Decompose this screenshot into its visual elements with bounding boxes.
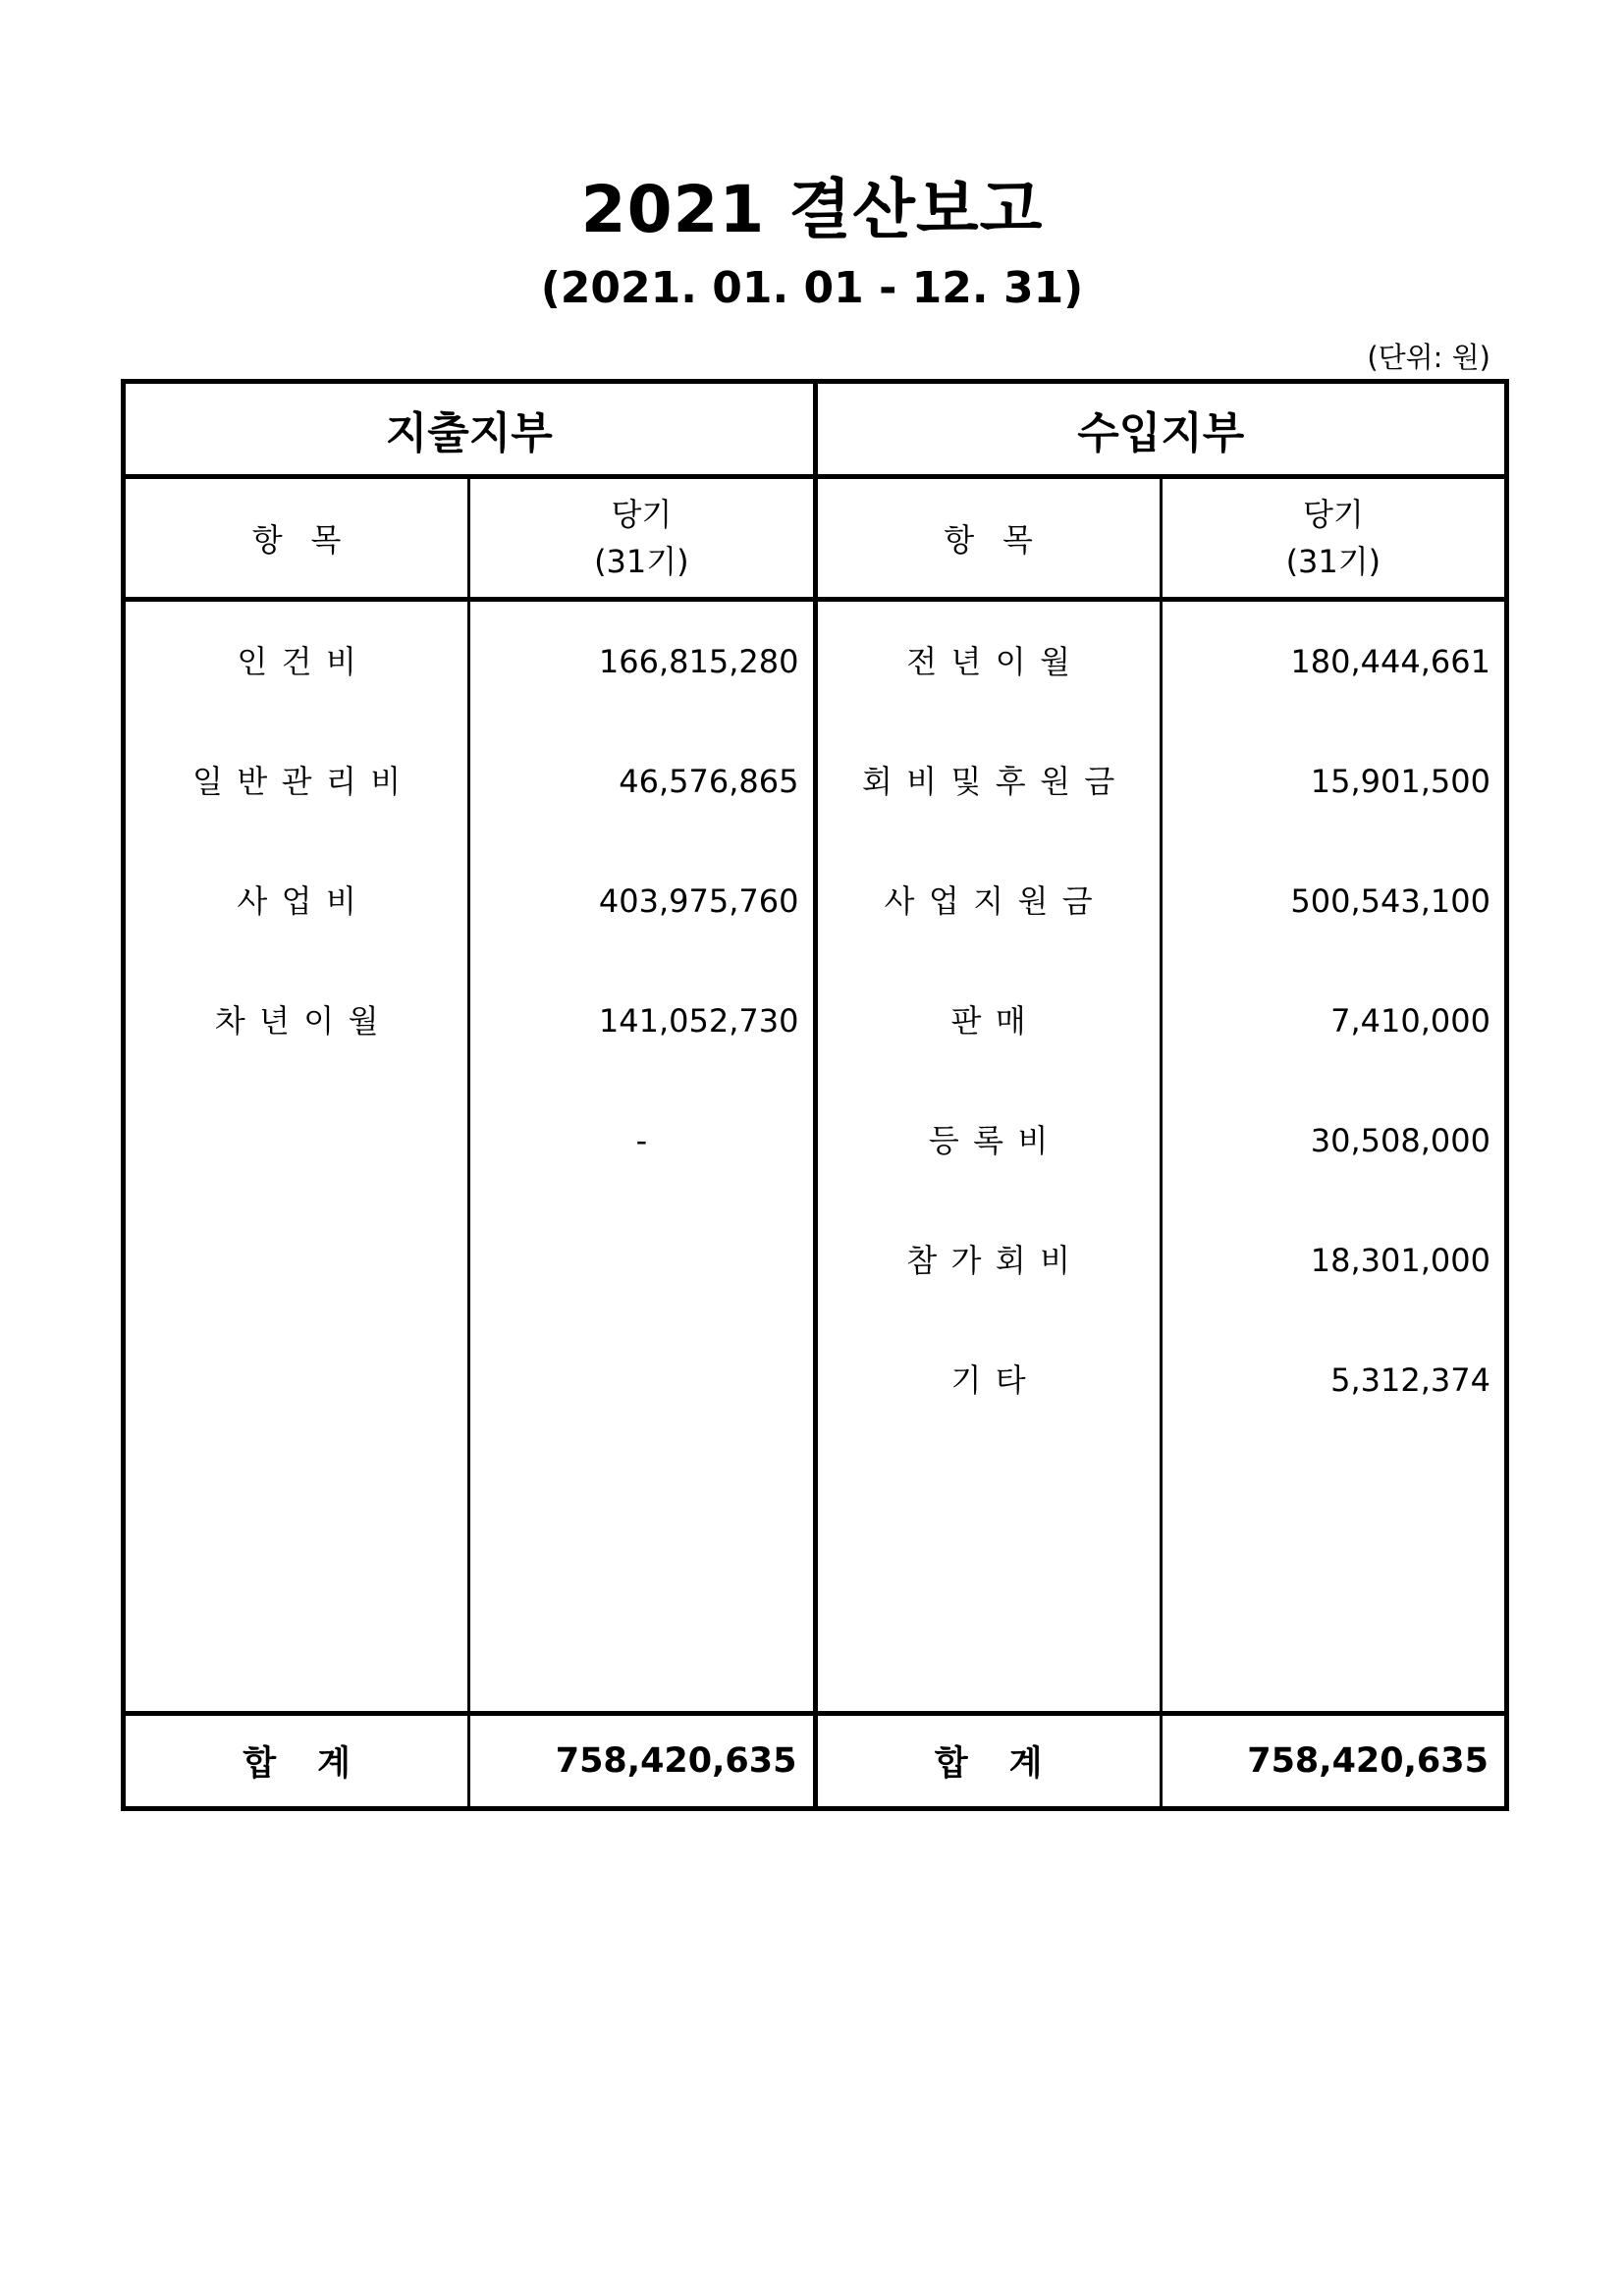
income-amount-header-line1: 당기 xyxy=(1302,496,1364,533)
expenditure-item-header-label: 항목 xyxy=(251,521,370,559)
total-row xyxy=(124,1714,1507,1809)
income-item-amount: 15,901,500 xyxy=(1310,763,1490,800)
report-period: (2021. 01. 01 - 12. 31) xyxy=(540,263,1084,313)
expenditure-total-label: 합계 xyxy=(124,1714,469,1809)
income-item-name: 참가회비 xyxy=(906,1242,1085,1279)
income-item-amount: 5,312,374 xyxy=(1330,1362,1490,1399)
expenditure-item-name: 일반관리비 xyxy=(192,763,415,800)
expenditure-item-header xyxy=(124,477,469,600)
section-header-row xyxy=(124,382,1507,477)
income-item-name: 판매 xyxy=(950,1002,1041,1040)
expenditure-section-title: 지출지부 xyxy=(124,382,816,477)
income-item-amount: 7,410,000 xyxy=(1330,1002,1490,1040)
income-amount-header xyxy=(1161,477,1506,600)
income-item-name: 전년이월 xyxy=(906,643,1085,680)
expenditure-amount-header-line1: 당기 xyxy=(611,496,673,533)
expenditure-item-amount: 403,975,760 xyxy=(598,882,799,920)
expenditure-amount-header xyxy=(469,477,815,600)
income-item-header xyxy=(815,477,1161,600)
expenditure-item-amount: 141,052,730 xyxy=(598,1002,799,1040)
income-amount-header-line2: (31기) xyxy=(1285,543,1381,580)
currency-unit-note: (단위: 원) xyxy=(1367,341,1490,374)
income-item-name: 회비및후원금 xyxy=(861,763,1129,800)
income-item-amount: 500,543,100 xyxy=(1290,882,1490,920)
settlement-table xyxy=(121,379,1509,1811)
expenditure-item-name xyxy=(126,1120,467,1240)
expenditure-item-name: 차년이월 xyxy=(214,1002,393,1040)
expenditure-item-names xyxy=(124,600,469,1714)
income-item-name: 사업지원금 xyxy=(884,882,1108,920)
expenditure-item-amounts xyxy=(469,600,815,1714)
income-total-amount: 758,420,635 xyxy=(1161,1714,1506,1809)
expenditure-item-amount: 46,576,865 xyxy=(619,763,799,800)
column-header-row xyxy=(124,477,1507,600)
expenditure-item-amount: - xyxy=(635,1122,648,1159)
income-item-amount: 30,508,000 xyxy=(1310,1122,1490,1159)
income-item-amount: 18,301,000 xyxy=(1310,1242,1490,1279)
income-item-name: 기타 xyxy=(950,1362,1041,1399)
income-item-amount: 180,444,661 xyxy=(1290,643,1490,680)
expenditure-item-amount: 166,815,280 xyxy=(598,643,799,680)
report-title: 2021 결산보고 xyxy=(580,172,1044,247)
income-item-amounts xyxy=(1161,600,1506,1714)
income-section-title: 수입지부 xyxy=(815,382,1507,477)
income-total-label: 합계 xyxy=(815,1714,1161,1809)
expenditure-item-name: 인건비 xyxy=(237,643,371,680)
expenditure-total-amount: 758,420,635 xyxy=(469,1714,815,1809)
income-item-header-label: 항목 xyxy=(944,521,1061,559)
expenditure-item-name: 사업비 xyxy=(237,882,371,920)
income-item-name: 등록비 xyxy=(928,1122,1062,1159)
items-body-row xyxy=(124,600,1507,1714)
income-item-names xyxy=(815,600,1161,1714)
expenditure-amount-header-line2: (31기) xyxy=(594,543,689,580)
